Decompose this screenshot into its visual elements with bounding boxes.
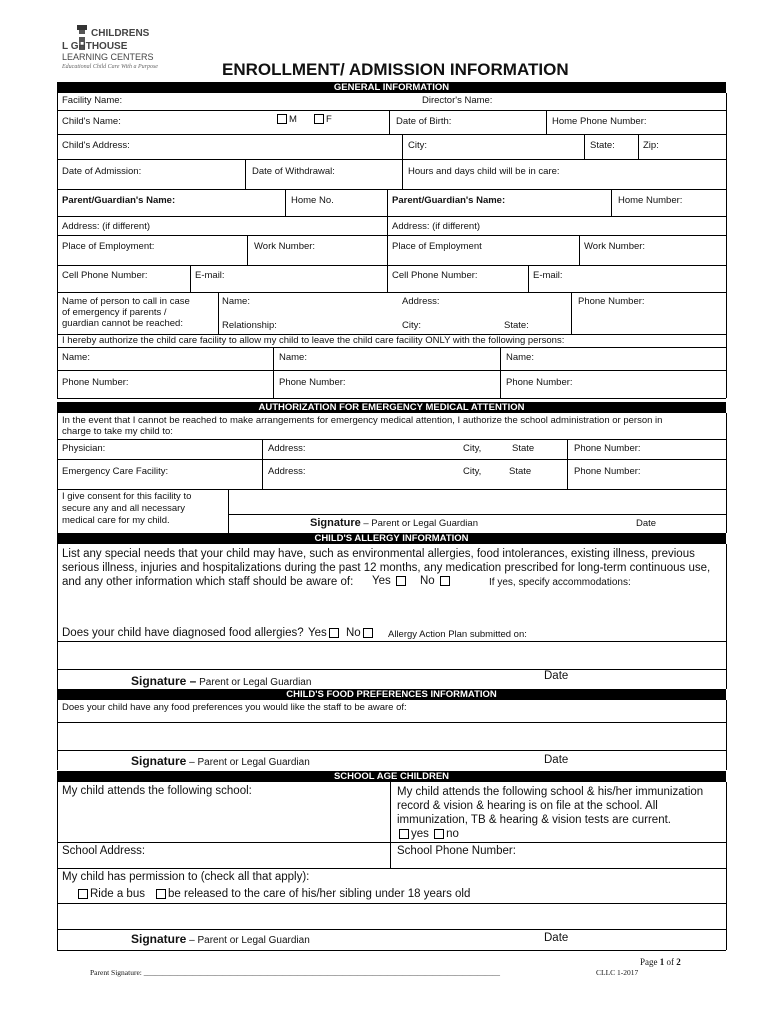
school-date-label: Date (544, 932, 569, 944)
emergency-state-label: State: (504, 320, 529, 331)
allergy-signature-label: Signature – Parent or Legal Guardian (131, 674, 312, 688)
date-admission-label: Date of Admission: (62, 166, 142, 177)
date-withdrawal-label: Date of Withdrawal: (252, 166, 335, 177)
sibling-option[interactable] (154, 888, 470, 900)
allergy-header: CHILD'S ALLERGY INFORMATION (57, 533, 726, 544)
cell-phone2-label: Cell Phone Number: (392, 270, 478, 281)
email-label: E-mail: (195, 270, 225, 281)
pickup-name-1: Name: (62, 352, 90, 363)
address-diff-label: Address: (if different) (62, 221, 151, 232)
city-label: City: (408, 140, 427, 151)
facility-address-label: Address: (268, 466, 306, 477)
address-diff2-label: Address: (if different) (392, 221, 481, 232)
yes-label: Yes (372, 575, 391, 587)
facility-state-label: State (509, 466, 532, 477)
physician-state-label: State (512, 443, 535, 454)
immun-yes-label: yes (411, 828, 429, 840)
emergency-phone-label: Phone Number: (578, 296, 645, 307)
emergency-facility-label: Emergency Care Facility: (62, 466, 169, 477)
ride-bus-label: Ride a bus (90, 888, 145, 900)
ride-bus-checkbox[interactable] (78, 889, 88, 899)
logo-line3: LEARNING CENTERS (62, 52, 154, 62)
pickup-name-2: Name: (279, 352, 307, 363)
food-allergy-no[interactable] (346, 627, 375, 639)
medical-intro: In the event that I cannot be reached to make arrangements for emergency medical attention, I authorize the school administration or person in charge to take my child to: (62, 415, 663, 437)
zip-label: Zip: (643, 140, 659, 151)
no-label: No (420, 575, 435, 587)
school-phone-label: School Phone Number: (397, 845, 516, 857)
pickup-phone-3: Phone Number: (506, 377, 573, 388)
m-label: M (289, 114, 297, 125)
allergy-instructions: List any special needs that your child may have, such as environmental allergies, food intolerances, existing illness, previous serious illness, injuries and hospitalizations during the past 12 months, any medication prescribed for long-term continuous use, and any other information which staff should be aware of: (62, 548, 711, 588)
logo-line1: CHILDRENS (91, 28, 150, 39)
sibling-checkbox[interactable] (156, 889, 166, 899)
checkbox-m[interactable] (277, 114, 287, 124)
childs-name-label: Child's Name: (62, 116, 121, 127)
food-allergy-yes[interactable] (308, 627, 341, 639)
facility-name-label: Facility Name: (62, 95, 123, 106)
parent-signature-line: Parent Signature: _______________________________________________________________________________________________ (90, 968, 500, 977)
medical-header: AUTHORIZATION FOR EMERGENCY MEDICAL ATTENTION (57, 402, 726, 413)
no2-label: No (346, 627, 361, 639)
pickup-name-3: Name: (506, 352, 534, 363)
permission-label: My child has permission to (check all that apply): (62, 871, 310, 883)
allergy-date-label: Date (544, 670, 569, 682)
emergency-name-label: Name: (222, 296, 250, 307)
pg-name-label: Parent/Guardian's Name: (62, 195, 176, 206)
if-yes-label: If yes, specify accommodations: (489, 577, 631, 588)
emergency-person-label: Name of person to call in case of emergency if parents / guardian cannot be reached: (62, 296, 190, 329)
ride-bus-option[interactable] (76, 888, 145, 900)
page-title: ENROLLMENT/ ADMISSION INFORMATION (222, 60, 569, 79)
emergency-address-label: Address: (402, 296, 440, 307)
attends-school-label: My child attends the following school: (62, 785, 252, 797)
pickup-phone-2: Phone Number: (279, 377, 346, 388)
consent-text: I give consent for this facility to secure any and all necessary medical care for my child. (62, 491, 192, 526)
page-number: Page 1 of 2 (640, 957, 681, 967)
place-employment-label: Place of Employment: (62, 241, 155, 252)
immunization-statement: My child attends the following school & his/her immunization record & vision & hearing is on file at the school. All immunization, TB & hearing & vision tests are current. (397, 786, 704, 826)
medical-date-label: Date (636, 518, 657, 529)
home-no-label: Home No. (291, 195, 334, 206)
state-label: State: (590, 140, 615, 151)
immun-yes-checkbox[interactable] (399, 829, 409, 839)
immun-no-label: no (446, 828, 459, 840)
physician-phone-label: Phone Number: (574, 443, 641, 454)
immunization-options (397, 828, 459, 840)
facility-city-label: City, (463, 466, 482, 477)
authorize-statement: I hereby authorize the child care facility to allow my child to leave the child care facility ONLY with the following persons: (62, 335, 565, 346)
email2-label: E-mail: (533, 270, 563, 281)
physician-label: Physician: (62, 443, 106, 454)
school-signature-label: Signature – Parent or Legal Guardian (131, 932, 310, 946)
pickup-phone-1: Phone Number: (62, 377, 129, 388)
dob-label: Date of Birth: (396, 116, 452, 127)
immun-no-checkbox[interactable] (434, 829, 444, 839)
emergency-city-label: City: (402, 320, 421, 331)
home-number-label: Home Number: (618, 195, 683, 206)
allergy-yes-checkbox[interactable] (396, 576, 406, 586)
school-header: SCHOOL AGE CHILDREN (57, 771, 726, 782)
food-signature-label: Signature – Parent or Legal Guardian (131, 754, 310, 768)
sibling-label: be released to the care of his/her sibling under 18 years old (168, 888, 471, 900)
cell-phone-label: Cell Phone Number: (62, 270, 148, 281)
facility-phone-label: Phone Number: (574, 466, 641, 477)
allergy-no-option[interactable] (420, 575, 452, 587)
home-phone-label: Home Phone Number: (552, 116, 647, 127)
food-allergies-question: Does your child have diagnosed food allergies? (62, 627, 304, 639)
yes2-label: Yes (308, 627, 327, 639)
logo-tagline: Educational Child Care With a Purpose (62, 64, 158, 70)
food-yes-checkbox[interactable] (329, 628, 339, 638)
food-header: CHILD'S FOOD PREFERENCES INFORMATION (57, 689, 726, 700)
school-address-label: School Address: (62, 845, 146, 857)
place-employment2-label: Place of Employment (392, 241, 482, 252)
physician-city-label: City, (463, 443, 482, 454)
pg-name2-label: Parent/Guardian's Name: (392, 195, 506, 206)
general-information-header: GENERAL INFORMATION (57, 82, 726, 93)
form-code: CLLC 1-2017 (596, 968, 639, 977)
food-no-checkbox[interactable] (363, 628, 373, 638)
checkbox-f[interactable] (314, 114, 324, 124)
food-date-label: Date (544, 754, 569, 766)
food-preferences-question: Does your child have any food preferences you would like the staff to be aware of: (62, 702, 407, 713)
f-label: F (326, 114, 332, 125)
relationship-label: Relationship: (222, 320, 277, 331)
company-logo (58, 22, 168, 78)
hours-days-label: Hours and days child will be in care: (408, 166, 560, 177)
gender-m-option[interactable] (275, 114, 297, 125)
logo-line2: L GHTHOUSE (62, 41, 128, 52)
childs-address-label: Child's Address: (62, 140, 130, 151)
allergy-no-checkbox[interactable] (440, 576, 450, 586)
work-number-label: Work Number: (254, 241, 316, 252)
medical-signature-label: Signature – Parent or Legal Guardian (310, 517, 478, 529)
work-number2-label: Work Number: (584, 241, 646, 252)
directors-name-label: Director's Name: (422, 95, 493, 106)
allergy-yes-option[interactable] (372, 575, 408, 587)
physician-address-label: Address: (268, 443, 306, 454)
gender-f-option[interactable] (312, 114, 332, 125)
allergy-plan-label: Allergy Action Plan submitted on: (388, 629, 527, 640)
